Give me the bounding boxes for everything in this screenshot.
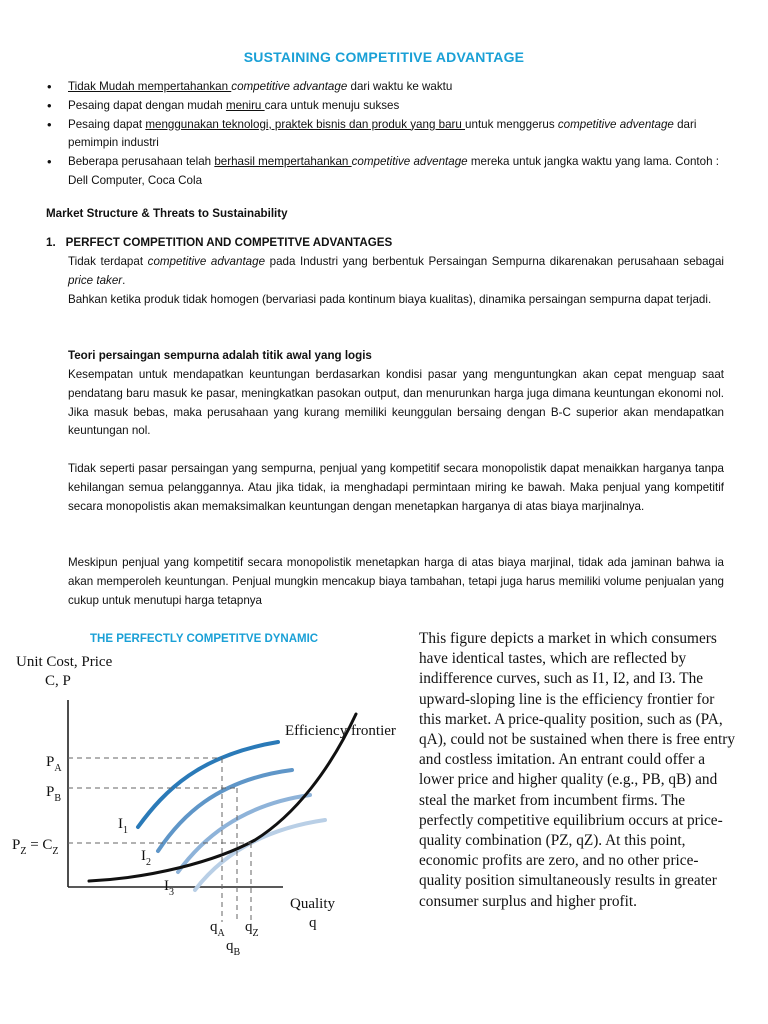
frontier-label: Efficiency frontier <box>285 723 396 739</box>
heading-number: 1. <box>46 236 56 249</box>
indifference-curve-i1 <box>138 742 278 827</box>
paragraph-5: Meskipun penjual yang kompetitif secara monopolistik menetapkan harga di atas biaya marjinal, tidak ada jaminan bahwa ia akan memperoleh keuntungan. Penjual mungkin mencakup biaya tambahan, tetapi juga harus memiliki volume penjualan yang cukup untuk menutupi harga tetapnya <box>68 556 724 607</box>
label-pz-cz: $P_Z = C_Z$ <box>12 837 59 857</box>
y-axis-label: Unit Cost, Price <box>16 654 113 670</box>
figure-caption: This figure depicts a market in which consumers have identical tastes, which are reflected by indifference curves, such as I1, I2, and I3. The upward-sloping line is the efficiency frontier for this market. A price-quality position, such as (PA, qA), could not be sustained when there is free entry and costless imitation. An entrant could offer a lower price and higher quality (e.g., PB, qB) and steal the market from incumbent firms. The perfectly competitive equilibrium occurs at price-quality combination (PZ, qZ). At this point, economic profits are zero, and no other price-quality position simultaneously results in greater consumer surplus and higher profit. <box>419 630 736 910</box>
label-qz: $q_Z$ <box>245 919 259 939</box>
y-axis-symbol: C, P <box>45 673 71 689</box>
document-title: SUSTAINING COMPETITIVE ADVANTAGE <box>243 49 525 65</box>
paragraph-1: Tidak terdapat competitive advantage pada Industri yang berbentuk Persaingan Sempurna dikarenakan perusahaan sebagai price taker. <box>68 255 725 287</box>
list-item: • Pesaing dapat menggunakan teknologi, praktek bisnis dan produk yang baru untuk menggerus competitive adventage dari pemimpin industri <box>44 116 734 154</box>
heading-text: PERFECT COMPETITION AND COMPETITVE ADVANTAGES <box>65 236 393 249</box>
label-pb: $P_B$ <box>46 784 62 804</box>
paragraph-4: Tidak seperti pasar persaingan yang sempurna, penjual yang kompetitif secara monopolistik dapat menaikkan harganya tanpa kehilangan semua pelanggannya. Atau jika tidak, ia menghadapi permintaan miring ke bawah. Maka penjual yang kompetitif secara monopolistis akan memaksimalkan keuntungan dengan menetapkan harganya di atas biaya marjinalnya. <box>68 462 724 513</box>
list-item: • Tidak Mudah mempertahankan competitive advantage dari waktu ke waktu <box>44 78 734 97</box>
list-item: • Beberapa perusahaan telah berhasil mempertahankan competitive adventage mereka untuk jangka waktu yang lama. Contoh : Dell Computer, Coca Cola <box>44 153 734 191</box>
label-i1: $I_1$ <box>118 816 128 836</box>
figure-title: THE PERFECTLY COMPETITVE DYNAMIC <box>90 633 319 645</box>
indifference-curve-i4 <box>195 820 325 890</box>
x-axis-label: Quality <box>290 896 335 912</box>
label-i3: $I_3$ <box>164 878 174 898</box>
paragraph-3: Kesempatan untuk mendapatkan keuntungan berdasarkan kondisi pasar yang menguntungkan akan cepat menguap saat pendatang baru masuk ke pasar, meningkatkan pasokan output, dan menurunkan harga juga dimana keuntungan ekonomi nol. Jika masuk bebas, maka perusahaan yang kurang memiliki keunggulan bersaing dengan B-C superior akan mendapatkan keuntungan nol. <box>68 368 724 438</box>
subheading: Teori persaingan sempurna adalah titik awal yang logis <box>68 349 372 362</box>
figure-diagram <box>0 620 415 960</box>
label-pa: $P_A$ <box>46 754 62 774</box>
list-item: • Pesaing dapat dengan mudah meniru cara untuk menuju sukses <box>44 97 734 116</box>
section-heading: Market Structure & Threats to Sustainability <box>46 207 288 220</box>
x-axis-symbol: q <box>309 915 317 931</box>
bullet-list <box>44 78 734 191</box>
numbered-heading <box>46 234 392 253</box>
label-qa: $q_A$ <box>210 919 225 939</box>
label-i2: $I_2$ <box>141 848 151 868</box>
paragraph-2: Bahkan ketika produk tidak homogen (bervariasi pada kontinum biaya kualitas), dinamika persaingan sempurna dapat terjadi. <box>68 293 712 306</box>
label-qb: $q_B$ <box>226 938 241 958</box>
